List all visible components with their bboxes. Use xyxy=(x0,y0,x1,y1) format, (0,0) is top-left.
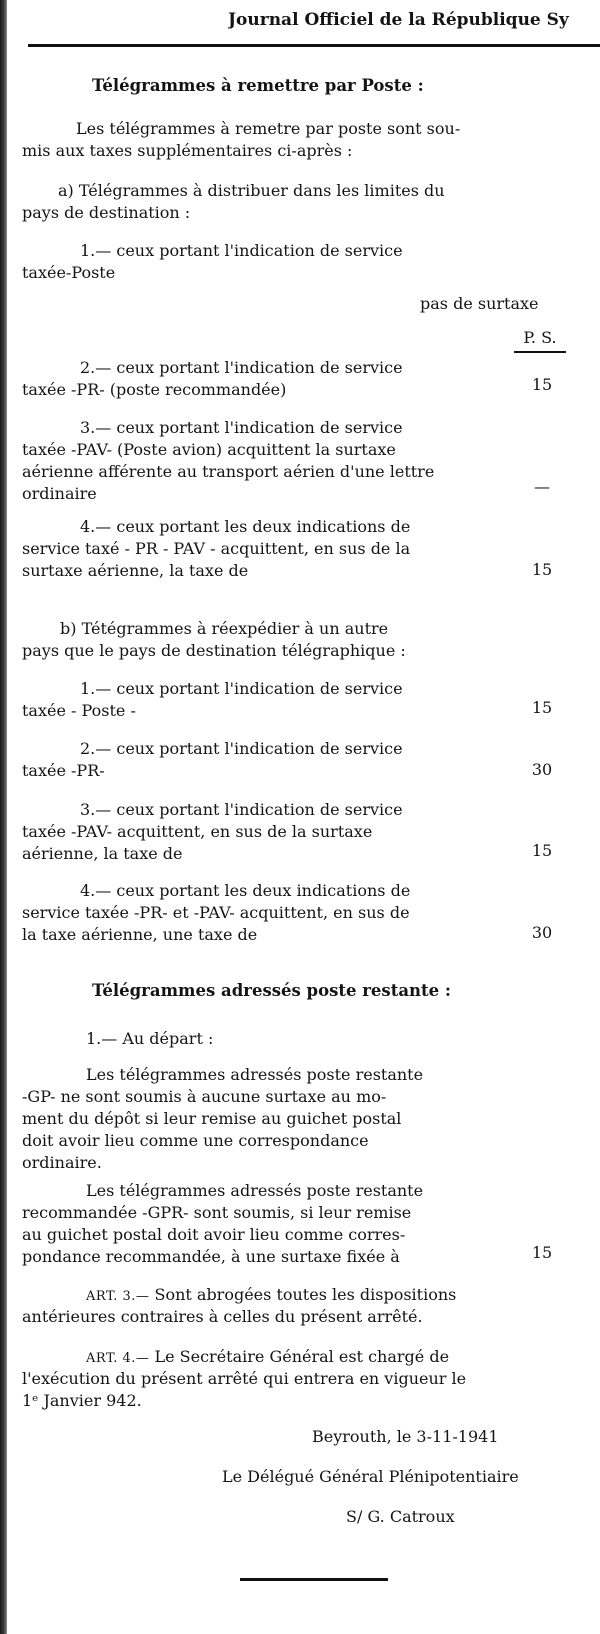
item-line: 2.— ceux portant l'indication de service xyxy=(80,358,403,377)
header-rule xyxy=(28,44,600,47)
paragraph-line: recommandée -GPR- sont soumis, si leur remise xyxy=(22,1203,412,1222)
signature: S/ G. Catroux xyxy=(346,1507,455,1526)
subsection-b-title: b) Tétégrammes à réexpédier à un autre xyxy=(60,619,389,638)
paragraph-line: au guichet postal doit avoir lieu comme corres- xyxy=(22,1225,406,1244)
item-line: 1.— ceux portant l'indication de service xyxy=(80,679,403,698)
article-line: 1ᵉ Janvier 942. xyxy=(22,1391,142,1410)
binding-edge xyxy=(0,0,7,1634)
item-line: 4.— ceux portant les deux indications de xyxy=(80,517,411,536)
unit-header: P. S. xyxy=(514,327,566,353)
item-line: 3.— ceux portant l'indication de service xyxy=(80,800,403,819)
paragraph-line: -GP- ne sont soumis à aucune surtaxe au mo- xyxy=(22,1087,387,1106)
signatory-title: Le Délégué Général Plénipotentiaire xyxy=(222,1467,519,1486)
end-rule xyxy=(240,1578,388,1581)
section-heading-poste: Télégrammes à remettre par Poste : xyxy=(92,76,424,95)
paragraph-line: ment du dépôt si leur remise au guichet postal xyxy=(22,1109,402,1128)
subsection-b-title: pays que le pays de destination télégraphique : xyxy=(22,641,406,660)
article-label: ART. 3.— xyxy=(86,1289,150,1304)
item-line: service taxé - PR - PAV - acquittent, en sus de la xyxy=(22,539,411,558)
subsection-a-title: pays de destination : xyxy=(22,203,191,222)
item-value: 30 xyxy=(531,923,553,942)
intro-line: mis aux taxes supplémentaires ci-après : xyxy=(22,141,353,160)
item-line: taxée - Poste - xyxy=(22,701,136,720)
article-4 xyxy=(86,1346,449,1370)
item-line: taxée -PR- xyxy=(22,761,105,780)
article-label: ART. 4.— xyxy=(86,1351,150,1366)
item-value: 15 xyxy=(531,560,553,579)
article-line: Le Secrétaire Général est chargé de xyxy=(154,1347,450,1366)
item-line: 2.— ceux portant l'indication de service xyxy=(80,739,403,758)
paragraph-line: doit avoir lieu comme une correspondance xyxy=(22,1131,369,1150)
item-line: aérienne afférente au transport aérien d'une lettre xyxy=(22,462,435,481)
item-line: taxée -PAV- (Poste avion) acquittent la surtaxe xyxy=(22,440,396,459)
item-value: 15 xyxy=(531,698,553,717)
item-value: pas de surtaxe xyxy=(420,294,539,313)
place-date: Beyrouth, le 3-11-1941 xyxy=(312,1427,499,1446)
article-3 xyxy=(86,1284,456,1308)
article-line: antérieures contraires à celles du présent arrêté. xyxy=(22,1307,423,1326)
item-line: la taxe aérienne, une taxe de xyxy=(22,925,258,944)
paragraph-line: pondance recommandée, à une surtaxe fixée à xyxy=(22,1247,400,1266)
item-line: service taxée -PR- et -PAV- acquittent, en sus de xyxy=(22,903,410,922)
item-line: ordinaire xyxy=(22,484,97,503)
intro-line: Les télégrammes à remetre par poste sont sou- xyxy=(76,119,461,138)
paragraph-line: ordinaire. xyxy=(22,1153,102,1172)
paragraph-line: Les télégrammes adressés poste restante xyxy=(86,1181,424,1200)
item-line: 4.— ceux portant les deux indications de xyxy=(80,881,411,900)
article-line: l'exécution du présent arrêté qui entrera en vigueur le xyxy=(22,1369,467,1388)
item-value: 15 xyxy=(531,1243,553,1262)
item-line: taxée -PR- (poste recommandée) xyxy=(22,380,287,399)
item-value: 15 xyxy=(531,841,553,860)
item-value: — xyxy=(534,477,550,496)
section-heading-restante: Télégrammes adressés poste restante : xyxy=(92,981,451,1000)
paragraph-line: Les télégrammes adressés poste restante xyxy=(86,1065,424,1084)
article-line: Sont abrogées toutes les dispositions xyxy=(154,1285,457,1304)
item-line: taxée -PAV- acquittent, en sus de la surtaxe xyxy=(22,822,373,841)
journal-header: Journal Officiel de la République Sy xyxy=(228,10,569,30)
item-line: surtaxe aérienne, la taxe de xyxy=(22,561,249,580)
item-line: aérienne, la taxe de xyxy=(22,844,183,863)
subsection-a-title: a) Télégrammes à distribuer dans les limites du xyxy=(58,181,445,200)
item-value: 15 xyxy=(531,375,553,394)
depart-label: 1.— Au départ : xyxy=(86,1029,214,1048)
item-line: 1.— ceux portant l'indication de service xyxy=(80,241,403,260)
item-line: taxée-Poste xyxy=(22,263,116,282)
item-value: 30 xyxy=(531,760,553,779)
item-line: 3.— ceux portant l'indication de service xyxy=(80,418,403,437)
